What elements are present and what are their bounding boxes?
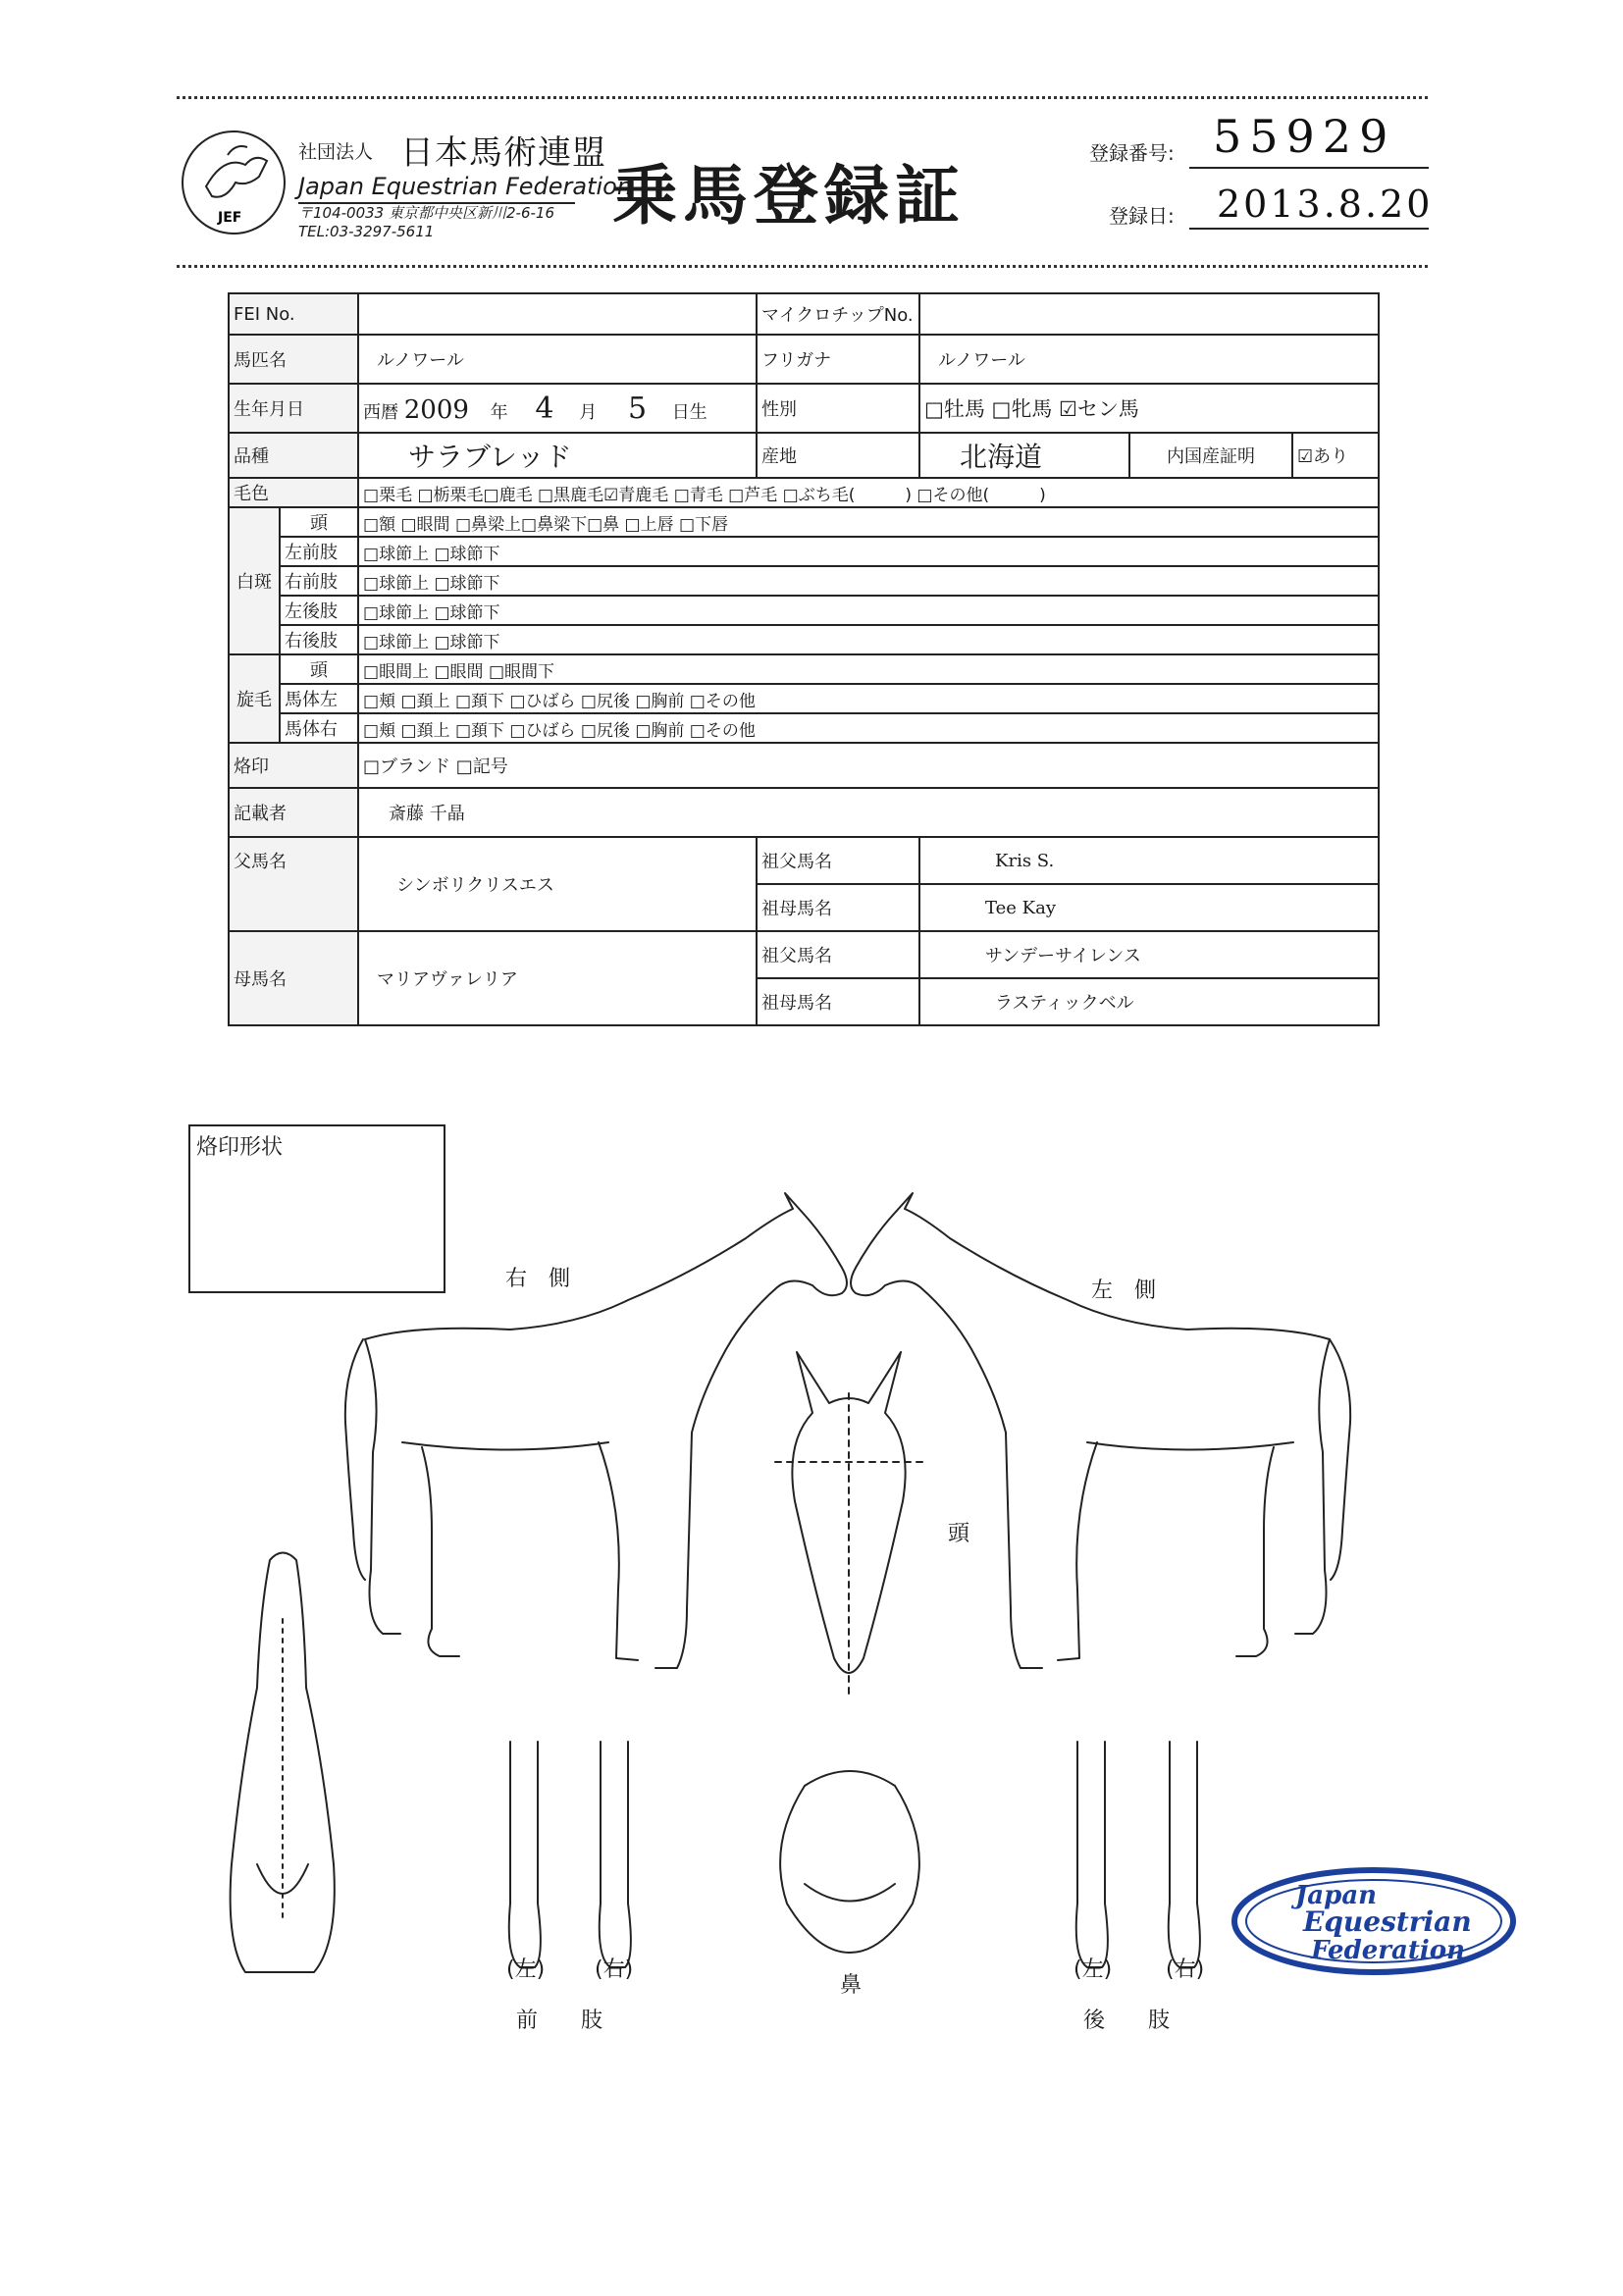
origin-label: 産地 (757, 433, 919, 478)
furigana-value: ルノワール (919, 335, 1379, 384)
dam-granddam-label: 祖母馬名 (757, 978, 919, 1025)
furigana-label: フリガナ (757, 335, 919, 384)
reg-date-underline (1189, 228, 1429, 230)
left-side-horse-outline (851, 1193, 1350, 1668)
white-part-left-hind: 左後肢 (280, 596, 358, 625)
fei-label: FEI No. (229, 293, 358, 335)
year-unit: 年 (490, 401, 508, 423)
whorl-options-body-right: □頬 □頚上 □頚下 □ひばら □尻後 □胸前 □その他 (358, 713, 1379, 743)
sex-label: 性別 (757, 384, 919, 433)
sire-grandsire: Kris S. (919, 837, 1379, 884)
document-title: 乗馬登録証 (612, 158, 966, 234)
birth-day: 5 (627, 391, 648, 426)
domestic-cert-label: 内国産証明 (1129, 433, 1292, 478)
dam-label: 母馬名 (229, 931, 358, 1025)
hindlimbs-label: 後 肢 (1083, 2009, 1171, 2033)
breed-label: 品種 (229, 433, 358, 478)
recorder-label: 記載者 (229, 788, 358, 837)
stamp-line-1: Japan (1295, 1881, 1378, 1910)
dam-value: マリアヴァレリア (358, 931, 757, 1025)
hind-left-limb (1076, 1742, 1108, 1967)
rear-view-outline (231, 1553, 335, 1973)
org-prefix: 社団法人 (298, 141, 374, 163)
hind-left-label: (左) (1073, 1957, 1113, 1982)
birth-date-cell (358, 384, 757, 433)
front-head-outline (775, 1352, 924, 1697)
white-part-right-fore: 右前肢 (280, 566, 358, 596)
birth-year: 2009 (403, 394, 469, 425)
recorder-value: 斎藤 千晶 (358, 788, 1379, 837)
white-options-right-fore: □球節上 □球節下 (358, 566, 1379, 596)
brand-options: □ブランド □記号 (358, 743, 1379, 788)
sire-granddam-label: 祖母馬名 (757, 884, 919, 931)
breed-value: サラブレッド (358, 433, 757, 478)
federation-stamp (1227, 1862, 1521, 1980)
reg-number-underline (1189, 167, 1429, 169)
day-unit: 日生 (671, 401, 707, 423)
fore-left-limb (509, 1742, 541, 1967)
domestic-cert-value: ☑あり (1292, 433, 1379, 478)
jef-logo (177, 126, 294, 241)
white-options-left-hind: □球節上 □球節下 (358, 596, 1379, 625)
horse-name: ルノワール (358, 335, 757, 384)
white-options-left-fore: □球節上 □球節下 (358, 537, 1379, 566)
origin-value: 北海道 (919, 433, 1129, 478)
org-tel: TEL:03-3297-5611 (298, 223, 435, 240)
fei-value (358, 293, 757, 335)
birth-era: 西暦 (363, 401, 399, 423)
reg-date: 2013.8.20 (1217, 183, 1434, 226)
sex-options: □牡馬 □牝馬 ☑セン馬 (919, 384, 1379, 433)
white-markings-label: 白斑 (229, 507, 280, 654)
fore-right-limb (600, 1742, 631, 1967)
white-options-right-hind: □球節上 □球節下 (358, 625, 1379, 654)
reg-number-label: 登録番号: (1089, 141, 1175, 165)
org-address: 〒104-0033 東京都中央区新川2-6-16 (298, 204, 554, 222)
sire-grandsire-label: 祖父馬名 (757, 837, 919, 884)
sire-granddam: Tee Kay (919, 884, 1379, 931)
white-part-head: 頭 (280, 507, 358, 537)
nose-outline (780, 1771, 919, 1953)
white-part-right-hind: 右後肢 (280, 625, 358, 654)
hind-right-label: (右) (1166, 1957, 1205, 1982)
microchip-label: マイクロチップNo. (757, 293, 919, 335)
reg-date-label: 登録日: (1109, 204, 1175, 228)
sire-value: シンボリクリスエス (358, 837, 757, 931)
microchip-value (919, 293, 1379, 335)
whorl-part-body-left: 馬体左 (280, 684, 358, 713)
dam-grandsire-label: 祖父馬名 (757, 931, 919, 978)
stamp-line-3: Federation (1311, 1936, 1465, 1965)
whorl-part-head: 頭 (280, 654, 358, 684)
horse-name-label: 馬匹名 (229, 335, 358, 384)
whorl-options-head: □眼間上 □眼間 □眼間下 (358, 654, 1379, 684)
brand-shape-box (188, 1124, 445, 1293)
month-unit: 月 (579, 401, 598, 423)
top-dotted-rule (177, 96, 1428, 99)
head-label: 頭 (948, 1522, 970, 1546)
registration-form (228, 292, 1380, 1026)
bottom-dotted-rule (177, 265, 1428, 268)
fore-left-label: (左) (506, 1957, 546, 1982)
whorls-label: 旋毛 (229, 654, 280, 743)
whorl-options-body-left: □頬 □頚上 □頚下 □ひばら □尻後 □胸前 □その他 (358, 684, 1379, 713)
fore-right-label: (右) (595, 1957, 634, 1982)
nose-label: 鼻 (840, 1973, 863, 1998)
org-name-en: Japan Equestrian Federation (298, 173, 633, 200)
whorl-part-body-right: 馬体右 (280, 713, 358, 743)
reg-number: 55929 (1213, 110, 1396, 163)
org-name-ja: 日本馬術連盟 (400, 133, 606, 173)
forelimbs-label: 前 肢 (516, 2009, 603, 2033)
coat-options: □栗毛 □栃栗毛□鹿毛 □黒鹿毛☑青鹿毛 □青毛 □芦毛 □ぶち毛( ) □その他( ) (358, 478, 1379, 507)
white-options-head: □額 □眼間 □鼻梁上□鼻梁下□鼻 □上唇 □下唇 (358, 507, 1379, 537)
white-part-left-fore: 左前肢 (280, 537, 358, 566)
right-side-label: 右 側 (505, 1267, 571, 1291)
brand-label: 烙印 (229, 743, 358, 788)
birth-label: 生年月日 (229, 384, 358, 433)
birth-month: 4 (535, 391, 554, 426)
brand-shape-label: 烙印形状 (196, 1135, 284, 1160)
dam-grandsire: サンデーサイレンス (919, 931, 1379, 978)
coat-label: 毛色 (229, 478, 358, 507)
dam-granddam: ラスティックベル (919, 978, 1379, 1025)
left-side-label: 左 側 (1091, 1278, 1157, 1303)
sire-label: 父馬名 (229, 837, 358, 931)
hind-right-limb (1169, 1742, 1200, 1967)
stamp-line-2: Equestrian (1303, 1905, 1472, 1938)
logo-text: JEF (218, 210, 242, 226)
